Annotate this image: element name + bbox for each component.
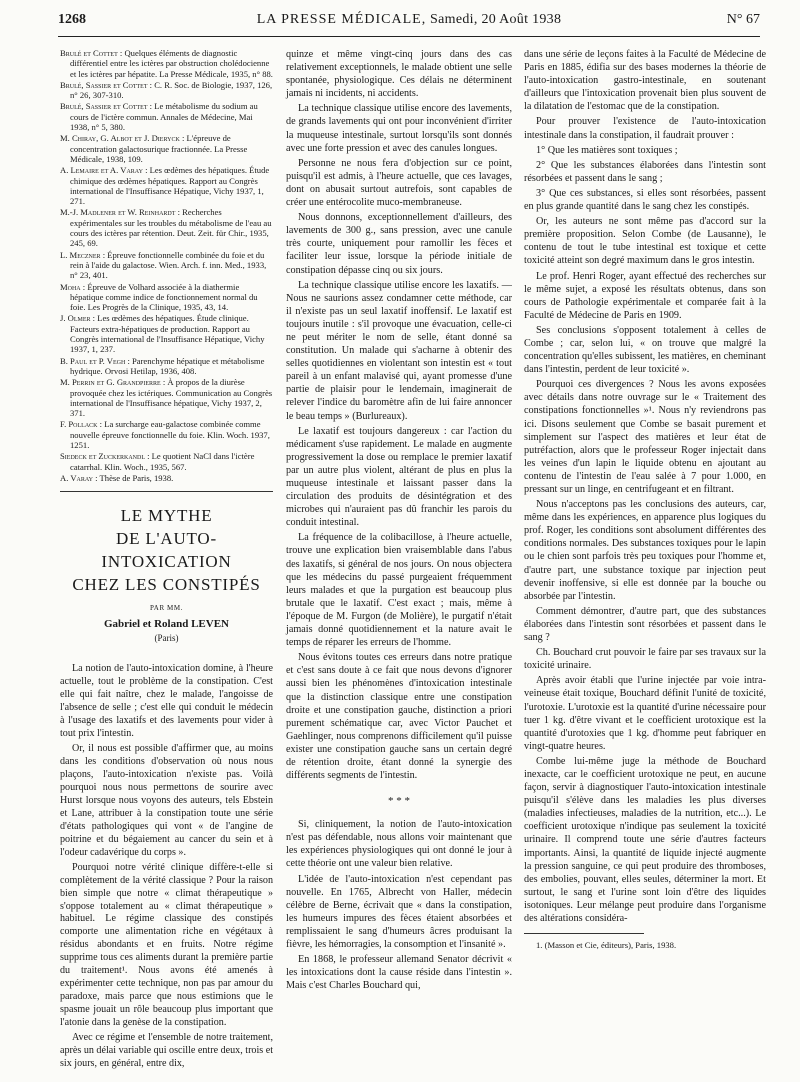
list-item: 1° Que les matières sont toxiques ;	[536, 144, 678, 156]
paragraph: En 1868, le professeur allemand Senator décrivit « les intoxications dont la cause réside dans l'intestin ». Mais c'est Charles Bouchard qui,	[286, 954, 512, 992]
journal-name: LA PRESSE MÉDICALE,	[256, 12, 427, 27]
reference-item	[60, 101, 273, 132]
paragraph: Pour prouver l'existence de l'auto-intoxication intestinale dans la constipation, il faudrait prouver :	[524, 116, 766, 141]
reference-text: : À propos de la diurèse provoquée chez les ictériques. Communication au Congrès international de l'Insuffisance hépatique, Vichy 1937, 2, 371.	[70, 377, 273, 419]
reference-item	[60, 356, 273, 377]
paragraph: Comment démontrer, d'autre part, que des substances élaborées dans l'intestin sont résorbées et passent dans le sang ?	[524, 605, 766, 644]
paragraph: quinze et même vingt-cinq jours dans des cas relativement exceptionnels, le malade obtient une selle spontanée, physiologique. Ces délais ne déterminent jamais ni incidents, ni accidents.	[286, 49, 512, 100]
reference-author: L. Meczner	[60, 249, 101, 260]
column-1-body	[60, 663, 273, 1071]
reference-author: A. Varay	[60, 472, 94, 483]
paragraph: Le laxatif est toujours dangereux : car l'action du médicament s'use rapidement. Le malade en augmente progressivement la dose ou remplace le premier laxatif par un autre plus violent, altérant de plus en plus la muqueuse intestinale et laissant passer dans la circulation des produits de désintégration et des microbes qui n'auraient pas dû franchir les parois du conduit intestinal.	[286, 425, 512, 529]
issue-number: N° 67	[726, 12, 760, 27]
paragraph: L'idée de l'auto-intoxication n'est cependant pas nouvelle. En 1765, Albrecht von Haller, médecin célèbre de Berne, écrivait que « dans la constipation, les humeurs impures des fèces étaient absorbées et remplissaient le sang d'humeurs âcres produisant la fièvre, les hémorragies, la consomption et l'insanité ».	[286, 873, 512, 950]
reference-text: : Le métabolisme du sodium au cours de l'ictère commun. Annales de Médecine, Mai 1938, n° 5, 380.	[70, 101, 258, 133]
paragraph: Pourquoi ces divergences ? Nous les avons exposées avec détails dans notre ouvrage sur le « Traitement des constipations fonctionnelles »¹. Nous n'y reviendrons pas ici. Disons seulement que Combe se basait purement et simplement sur l'aspect des matières et leur état de putréfaction, alors que le professeur Roger injectait dans les veines d'un lapin le liquide obtenu en ajoutant au contenu de l'intestin de l'eau salée à 7 pour 1.000, en pressant sur un linge, en centrifugeant et en filtrant.	[524, 379, 766, 495]
reference-text: : Recherches expérimentales sur les troubles du métabolisme de l'eau au cours des ictères par rétention. Deut. Zeit. für Chir., 1935, 245, 69.	[70, 207, 272, 249]
article-separator	[60, 491, 273, 492]
reference-item	[60, 451, 273, 472]
footnote	[524, 940, 766, 951]
reference-item	[60, 313, 273, 354]
reference-author: J. Olmer	[60, 313, 91, 324]
paragraph: Nous n'acceptons pas les conclusions des auteurs, car, même dans les expériences, en apparence plus logiques du prof. Roger, les conditions sont absolument différentes des conditions normales. Des substances toxiques pour le lapin ou le chien sont parfois très peu toxiques pour l'homme et, d'autre part, une substance toxique par injection peut devenir inoffensive, si elle est donnée par la bouche ou absorbée par l'intestin.	[524, 499, 766, 602]
reference-author: Moha	[60, 281, 81, 292]
column-1	[60, 48, 273, 1073]
reference-text: : Thèse de Paris, 1938.	[95, 472, 174, 483]
paragraph: dans une série de leçons faites à la Faculté de Médecine de Paris en 1885, édifia sur des bases modernes la théorie de l'auto-intoxication gastro-intestinale, en soutenant d'ailleurs que l'intoxication provenait bien plus souvent de la dilatation de l'estomac que de la constipation.	[524, 49, 766, 113]
list-item: 3° Que ces substances, si elles sont résorbées, passent en plus grande quantité dans le sang chez les constipés.	[524, 187, 766, 213]
paragraph: Nous évitons toutes ces erreurs dans notre pratique et c'est sans doute à ce fait que nous devons d'ignorer aussi bien les phénomènes d'intoxication intestinale que la distinction classique entre une constipation droite et une constipation gauche, distinction a priori purement schématique car, avec Victor Pauchet et Gaehlinger, nous comprenons difficilement qu'il puisse exister une constipation gauche sans un certain degré de rétention droite, étant donné la synergie des différents segments de l'intestin.	[286, 652, 512, 782]
paragraph: Nous donnons, exceptionnellement d'ailleurs, des lavements de 300 g., sans pression, avec une canule très courte, uniquement pour ramollir les fèces et faciliter leur issue, lorsque la période initiale de constipation dépasse cinq ou six jours.	[286, 212, 512, 276]
title-line: CHEZ LES CONSTIPÉS	[72, 575, 261, 595]
reference-author: M. Chiray, G. Albot et J. Dieryck	[60, 133, 180, 144]
reference-item	[60, 207, 273, 248]
reference-text: : Parenchyme hépatique et métabolisme hydrique. Orvosi Hetilap, 1936, 408.	[70, 355, 265, 376]
reference-author: M.-J. Madlener et W. Reinhardt	[60, 207, 176, 218]
byline-prefix: PAR MM.	[149, 604, 184, 613]
list-item: 2° Que les substances élaborées dans l'intestin sont résorbées et passent dans le sang ;	[524, 159, 766, 184]
title-line: DE L'AUTO-INTOXICATION	[101, 529, 232, 572]
article-title	[60, 504, 273, 596]
reference-item	[60, 377, 273, 418]
reference-author: B. Paul et P. Vegh	[60, 355, 126, 366]
paragraph: Or, les auteurs ne sont même pas d'accord sur la première proposition. Selon Combe (de Lausanne), le contenu de tout le tube intestinal est toxique et cette toxicité atteint son degré maximum dans le gros intestin.	[524, 216, 766, 267]
paragraph: Après avoir établi que l'urine injectée par voie intra-veineuse était toxique, Bouchard définit l'unité de toxicité, l'urotoxie. L'urotoxie est la quantité d'urine nécessaire pour tuer 1 kg. d'être vivant et le coefficient urotoxique est la quantité d'urotoxies que 1 kg. d'homme peut fabriquer en vingt-quatre heures.	[524, 675, 766, 752]
article-authors: Gabriel et Roland LEVEN	[104, 618, 229, 631]
footnote-rule	[524, 933, 644, 934]
column-2	[286, 48, 512, 994]
paragraph: Si, cliniquement, la notion de l'auto-intoxication n'est pas défendable, nous allons voir maintenant que les expériences physiologiques qui ont donné le jour à cette théorie ont une valeur bien relative.	[286, 819, 512, 870]
paragraph: Personne ne nous fera d'objection sur ce point, puisqu'il est admis, à l'heure actuelle, que ces lavages, dont on abusait surtout autrefois, sont capables de créer une entérocolite muco-membraneuse.	[286, 157, 512, 209]
reference-item	[60, 48, 273, 79]
reference-item	[60, 80, 273, 101]
reference-text: : Les œdèmes des hépatiques. Étude clinique. Facteurs extra-hépatiques de production. Rapport au Congrès international de l'Insuffisance Hépatique, Vichy 1937, 1, 237.	[70, 313, 265, 355]
paragraph: Pourquoi notre vérité clinique diffère-t-elle si complètement de la vérité classique ? Pour la raison bien simple que notre « climat thérapeutique » s'oppose totalement au « climat thérapeutique » habituel. Le régime classique des constipés comporte une alimentation riche en végétaux à résidus abondants et en fruits. Notre régime supprime tous ces aliments durant la première partie du traitement¹. Nous avons été amenés à expérimenter cette technique, non pas par amour du paradoxe, mais parce que nous estimions que le spasme jouait un rôle beaucoup plus important que l'atonie dans la genèse de la constipation.	[60, 861, 273, 1029]
reference-author: F. Pollack	[60, 419, 98, 430]
page-number: 1268	[58, 12, 86, 27]
paragraph: Ses conclusions s'opposent totalement à celles de Combe ; car, selon lui, « on trouve que malgré la concentration qu'elles subissent, les matières, en cheminant dans l'intestin, perdent de leur toxicité ».	[524, 324, 766, 376]
reference-item	[60, 250, 273, 281]
reference-text: : Épreuve de Volhard associée à la diathermie hépatique comme indice de fonctionnement normal du foie. Les Progrès de la Clinique, 1935, 43, 14.	[70, 281, 258, 313]
paragraph: Ch. Bouchard crut pouvoir le faire par ses travaux sur la toxicité urinaire.	[524, 647, 766, 672]
reference-author: M. Perrin et G. Grandpierre	[60, 377, 161, 388]
column-3	[524, 48, 766, 953]
paragraph: Or, il nous est possible d'affirmer que, au moins dans les conditions d'observation où nous nous plaçons, l'auto-intoxication n'existe pas. Voilà pourquoi nous nous permettons de sourire avec Hurst lorsque nous voyons des auteurs, tels Ebstein et Lane, attribuer à la constipation toute une série d'états pathologiques qui vont « de l'angine de poitrine et du bégaiement au cancer du sein et à l'odeur cadavérique du corps ».	[60, 742, 273, 858]
reference-author: A. Lemaire et A. Varay	[60, 165, 143, 176]
reference-author: Brulé, Sassier et Cottet	[60, 101, 148, 112]
paragraph: La technique classique utilise encore les laxatifs. — Nous ne saurions assez condamner cette méthode, car il n'existe pas un seul laxatif inoffensif. Le laxatif est toujours inutile : s'il provoque une évacuation, celle-ci ne peut mériter le nom de selle, étant donné sa constitution. Un malade qui s'acharne à obtenir des selles quotidiennes en violentant son intestin est « tout pareil à un enfant malavisé qui, ayant promesse d'une partie de plaisir pour le lendemain, imaginerait de relever l'indice du baromètre afin de lui faire annoncer le beau temps » (Burlureaux).	[286, 279, 512, 422]
reference-text: : L'épreuve de concentration galactosurique fractionnée. La Presse Médicale, 1938, 109.	[70, 133, 248, 164]
running-title	[58, 12, 760, 28]
reference-text: : Épreuve fonctionnelle combinée du foie et du rein à l'aide du galactose. Wien. Arch. f. inn. Med., 1933, n° 23, 401.	[70, 249, 267, 281]
paragraph: Combe lui-même juge la méthode de Bouchard inexacte, car le coefficient urotoxique ne peut, en aucune façon, servir à diagnostiquer l'auto-intoxication intestinale puisqu'il s'élève dans les maladies les plus diverses (maladies infectieuses, maladies de la nutrition, etc...). Le coefficient urotoxique n'indique pas seulement la toxicité urinaire. Il comprend toute une série d'autres facteurs importants. Ainsi, la quantité de liquide injecté augmente la pression sanguine, ce qui peut produire des thromboses, des embolies, pouvant, elles seules, déterminer la mort. Et surtout, le sang et l'urine sont loin d'être des liquides isotoniques. Leur mélange peut produire dans l'organisme des altérations considéra-	[524, 755, 766, 924]
paragraph: Le prof. Henri Roger, ayant effectué des recherches sur le même sujet, a exposé les résultats obtenus, dans son cours de Pathologie expérimentale et comparée fait à la Faculté de Médecine de Paris en 1909.	[524, 270, 766, 321]
footnote-number: 1.	[536, 940, 543, 951]
section-separator: * * *	[388, 795, 410, 808]
paragraph: La technique classique utilise encore des lavements, de grands lavements qui ont pour inconvénient d'irriter la muqueuse intestinale, surtout lorsqu'ils sont donnés avec une forte pression et avec des canules longues.	[286, 103, 512, 154]
title-line: LE MYTHE	[120, 506, 213, 526]
footnote-text: (Masson et Cie, éditeurs), Paris, 1938.	[544, 940, 677, 951]
reference-item	[60, 473, 273, 483]
reference-list	[60, 48, 273, 483]
reference-text: : Les œdèmes des hépatiques. Étude chimique des œdèmes hépatiques. Rapport au Congrès international de l'Insuffisance Hépatique, Vichy 1937, 1, 271.	[70, 165, 270, 207]
reference-text: : Quelques éléments de diagnostic différentiel entre les ictères par obstruction cholédocienne et les ictères par hépatite. La Presse Médicale, 1935, n° 88.	[70, 48, 273, 79]
reference-item	[60, 282, 273, 313]
issue-date: Samedi, 20 Août 1938	[430, 12, 562, 27]
reference-item	[60, 133, 273, 164]
header-rule	[58, 36, 760, 37]
reference-text: : C. R. Soc. de Biologie, 1937, 126, n° 26, 307-310.	[70, 79, 273, 101]
reference-author: Brulé et Cottet	[60, 48, 118, 58]
reference-text: : Le quotient NaCl dans l'ictère catarrhal. Klin. Woch., 1935, 567.	[70, 451, 255, 472]
reference-item	[60, 419, 273, 450]
paragraph: La notion de l'auto-intoxication domine, à l'heure actuelle, tout le problème de la constipation. C'est elle qui fait naître, chez le malade, l'angoisse de l'absence de selle ; c'est elle qui conduit le médecin à l'usage des laxatifs et des lavements pour vider à tout prix l'intestin.	[60, 663, 273, 739]
reference-text: : La surcharge eau-galactose combinée comme nouvelle épreuve fonctionnelle du foie. Klin. Woch. 1937, 1251.	[70, 419, 270, 450]
reference-author: Siedeck et Zuckerkandl	[60, 451, 145, 462]
page-header	[58, 6, 760, 34]
author-city: (Paris)	[154, 633, 179, 644]
paragraph: Avec ce régime et l'ensemble de notre traitement, après un délai variable qui oscille entre deux, trois et six jours, en général, entre dix,	[60, 1032, 274, 1070]
paragraph: La fréquence de la colibacillose, à l'heure actuelle, trouve une explication bien vraisemblable dans l'abus des laxatifs, si général de nos jours. On nous objectera que les médecins du passé purgeaient fréquemment leurs malades et que la purgation est beaucoup plus brutale que le laxatif. C'est exact ; mais, même à l'époque de M. Furgon (de Molière), le purgatif n'était jamais donné quotidiennement et la nature avait le temps de réparer les erreurs de l'homme.	[286, 532, 512, 649]
reference-item	[60, 165, 273, 206]
reference-author: Brulé, Sassier et Cottet	[60, 79, 148, 90]
